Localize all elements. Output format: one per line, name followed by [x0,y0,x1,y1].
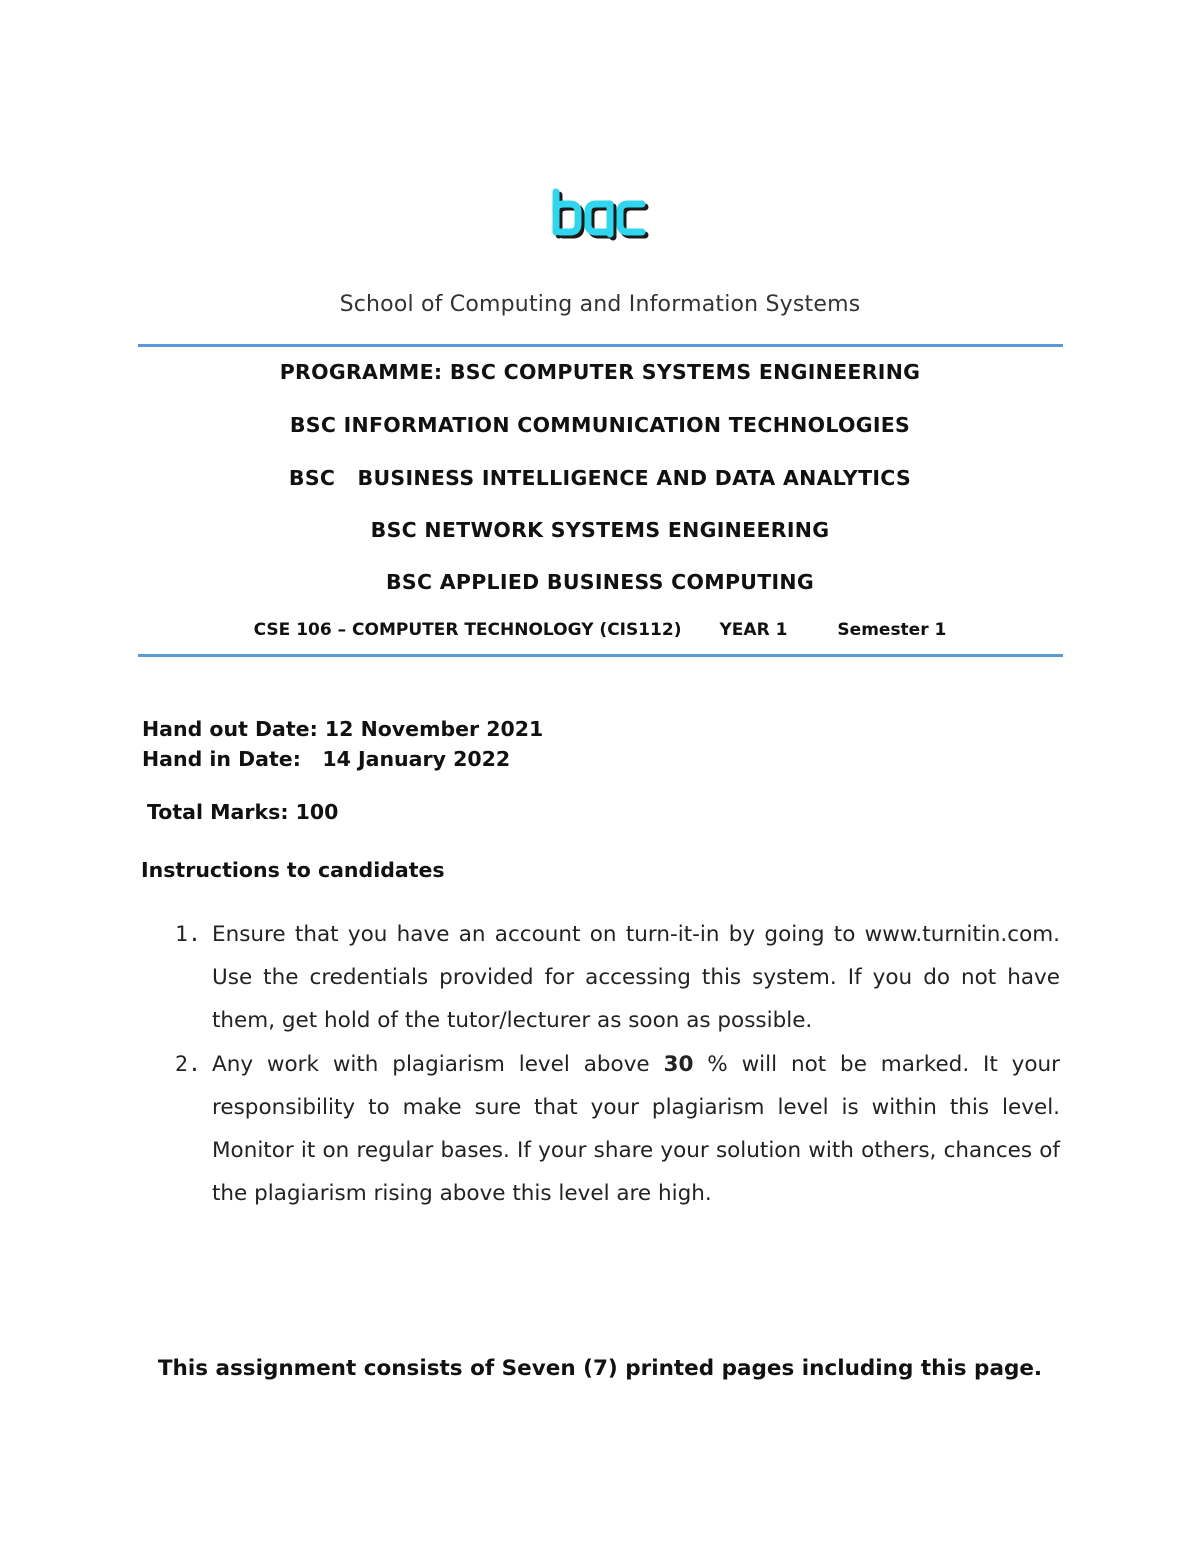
list-item-text: Ensure that you have an account on turn-it-in by going to www.turnitin.com. Use the credentials provided for accessing this system. If you do not have them, get hold of the tutor/lecturer as soon as possible. [212,922,1060,1034]
programme-line: BSC APPLIED BUSINESS COMPUTING [385,570,815,594]
handout-date-row [142,714,543,744]
course-year: YEAR 1 [719,620,788,640]
programme-line: BSC BUSINESS INTELLIGENCE AND DATA ANALYTICS [288,466,912,490]
handout-date-value: 12 November 2021 [324,717,544,741]
list-item-number: 2. [175,1051,201,1077]
course-title: CSE 106 – COMPUTER TECHNOLOGY (CIS112) [253,620,682,640]
plagiarism-threshold: 30 [663,1051,694,1077]
handin-date-value: 14 January 2022 [322,747,511,771]
list-item [170,913,1060,1043]
handin-date-row [142,744,543,774]
school-name: School of Computing and Information Systems [339,292,861,317]
total-marks: Total Marks: 100 [147,800,339,824]
bqc-logo [548,188,652,246]
programme-line: BSC INFORMATION COMMUNICATION TECHNOLOGIES [289,413,911,437]
header-bottom-rule [138,654,1063,657]
handout-date-label: Hand out Date: [142,717,318,741]
page-count-note: This assignment consists of Seven (7) printed pages including this page. [157,1356,1043,1381]
programme-line: BSC NETWORK SYSTEMS ENGINEERING [370,518,830,542]
assignment-dates [142,714,543,774]
instructions-list [170,913,1060,1215]
list-item-number: 1. [175,922,201,947]
header-top-rule [138,344,1063,347]
list-item-text-cont: % will not be marked. It your responsibility to make sure that your plagiarism level is within this level. Monitor it on regular bases. If your share your solution with others, chances of the plagiarism rising above this level are high. [212,1051,1060,1207]
course-info-line [0,620,1200,640]
course-semester: Semester 1 [837,620,947,640]
handin-date-label: Hand in Date: [142,747,301,771]
list-item-text: Any work with plagiarism level above [212,1051,664,1077]
list-item [170,1043,1060,1216]
instructions-heading: Instructions to candidates [141,858,445,882]
programme-line: PROGRAMME: BSC COMPUTER SYSTEMS ENGINEERING [279,360,921,384]
